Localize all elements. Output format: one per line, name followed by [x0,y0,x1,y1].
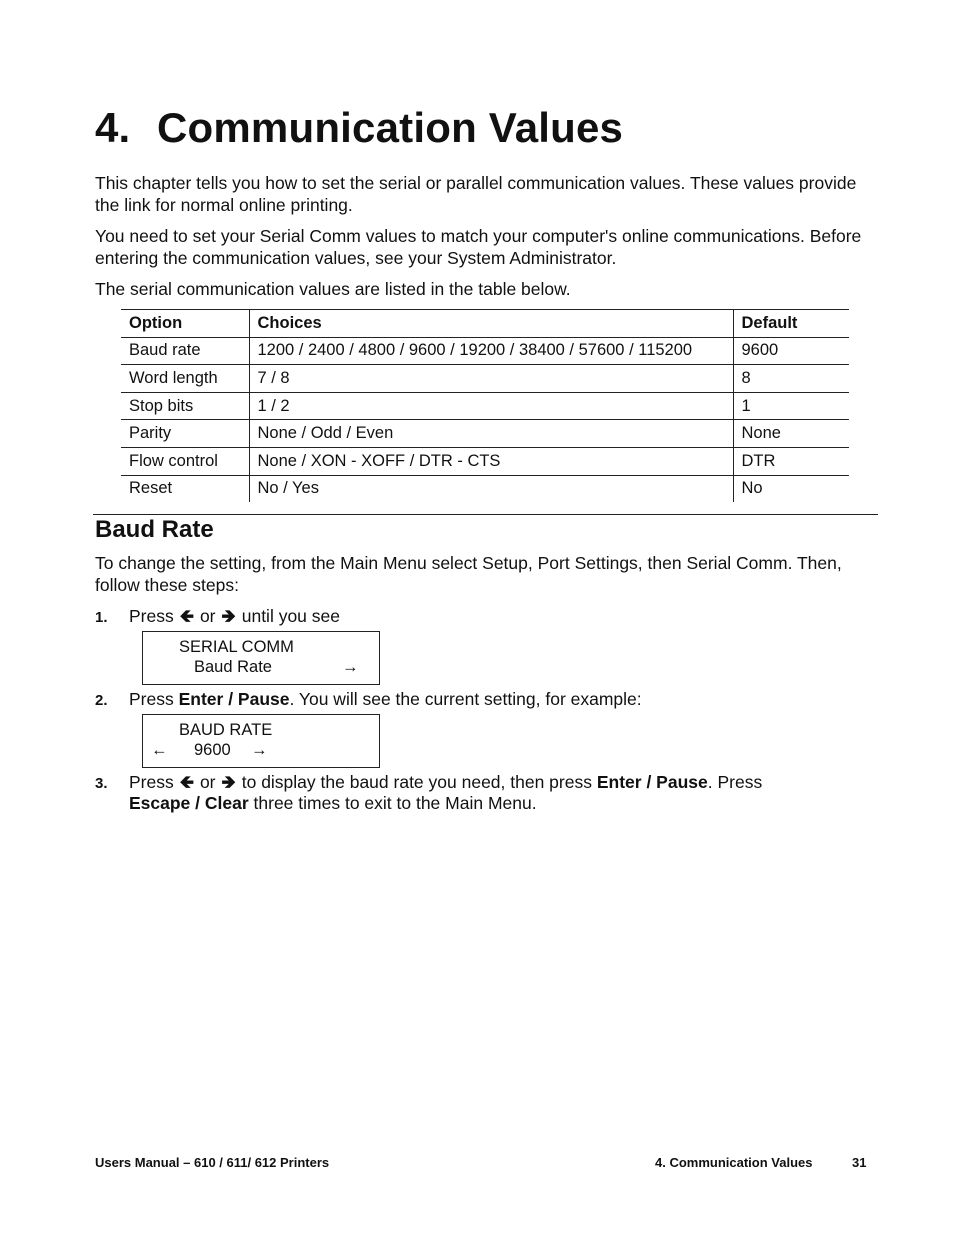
section-divider [93,514,878,515]
cell-choices: 1200 / 2400 / 4800 / 9600 / 19200 / 38400 / 57600 / 115200 [249,337,733,365]
chapter-number: 4. [95,104,131,151]
step-2-tail: . You will see the current setting, for example: [289,689,642,709]
right-arrow-icon: → [342,658,359,676]
step-1-press: Press [129,606,174,626]
cell-choices: 1 / 2 [249,392,733,420]
lcd-line-1: SERIAL COMM [179,638,294,656]
step-3-tail: three times to exit to the Main Menu. [253,793,537,813]
step-number-1: 1. [95,609,108,626]
cell-default: 9600 [733,337,849,365]
cell-choices: None / XON - XOFF / DTR - CTS [249,447,733,475]
step-number-2: 2. [95,692,108,709]
intro-paragraph-3: The serial communication values are listed in the table below. [95,279,571,299]
left-arrow-icon: ← [151,741,168,759]
right-arrow-icon: 🡺 [221,606,236,626]
right-arrow-icon: → [251,741,268,759]
cell-option: Baud rate [121,337,249,365]
lcd-line-2: 9600 [194,741,231,759]
header-option: Option [121,310,249,338]
step-2-key: Enter / Pause [178,689,290,709]
step-3-mid2: . Press [707,772,763,792]
table-row [121,447,849,475]
communication-values-table [121,309,849,502]
section-title: Baud Rate [95,516,214,543]
cell-option: Stop bits [121,392,249,420]
step-1-tail: until you see [241,606,340,626]
header-choices: Choices [249,310,733,338]
cell-choices: 7 / 8 [249,365,733,393]
left-arrow-icon: 🡸 [179,606,194,626]
cell-choices: None / Odd / Even [249,420,733,448]
cell-default: 8 [733,365,849,393]
step-3-mid: to display the baud rate you need, then press [241,772,592,792]
footer-page-number: 31 [852,1155,867,1170]
table-row [121,420,849,448]
footer-chapter: 4. Communication Values [655,1155,813,1170]
cell-option: Reset [121,475,249,502]
footer-manual-title: Users Manual – 610 / 611/ 612 Printers [95,1155,330,1170]
left-arrow-icon: 🡸 [179,772,194,792]
step-1-text [129,606,859,627]
right-arrow-icon: 🡺 [221,772,236,792]
lcd-line-1: BAUD RATE [179,721,273,739]
cell-choices: No / Yes [249,475,733,502]
cell-default: No [733,475,849,502]
table-row [121,337,849,365]
chapter-title-text: Communication Values [157,104,624,151]
cell-default: None [733,420,849,448]
lcd-line-2: Baud Rate [194,658,272,676]
table-row [121,475,849,502]
step-3-text [129,772,859,814]
header-default: Default [733,310,849,338]
cell-default: DTR [733,447,849,475]
step-2-text [129,689,859,710]
lcd-display-serial-comm [142,631,380,685]
section-intro: To change the setting, from the Main Menu select Setup, Port Settings, then Serial Comm. Then, follow these steps: [95,553,842,595]
table-header-row [121,310,849,338]
step-1-or: or [199,606,216,626]
cell-default: 1 [733,392,849,420]
cell-option: Parity [121,420,249,448]
step-3-key: Enter / Pause [596,772,708,792]
table-row [121,392,849,420]
step-number-3: 3. [95,775,108,792]
intro-paragraph-2: You need to set your Serial Comm values to match your computer's online communications. Before entering the communication values, see your System Administrator. [95,226,862,268]
step-3-key2: Escape / Clear [129,793,249,813]
step-3-press: Press [129,772,174,792]
table-row [121,365,849,393]
chapter-title [95,104,623,152]
cell-option: Flow control [121,447,249,475]
lcd-display-baud-rate [142,714,380,768]
cell-option: Word length [121,365,249,393]
step-2-press: Press [129,689,174,709]
intro-paragraph-1: This chapter tells you how to set the serial or parallel communication values. These values provide the link for normal online printing. [95,173,857,215]
step-3-or: or [199,772,216,792]
